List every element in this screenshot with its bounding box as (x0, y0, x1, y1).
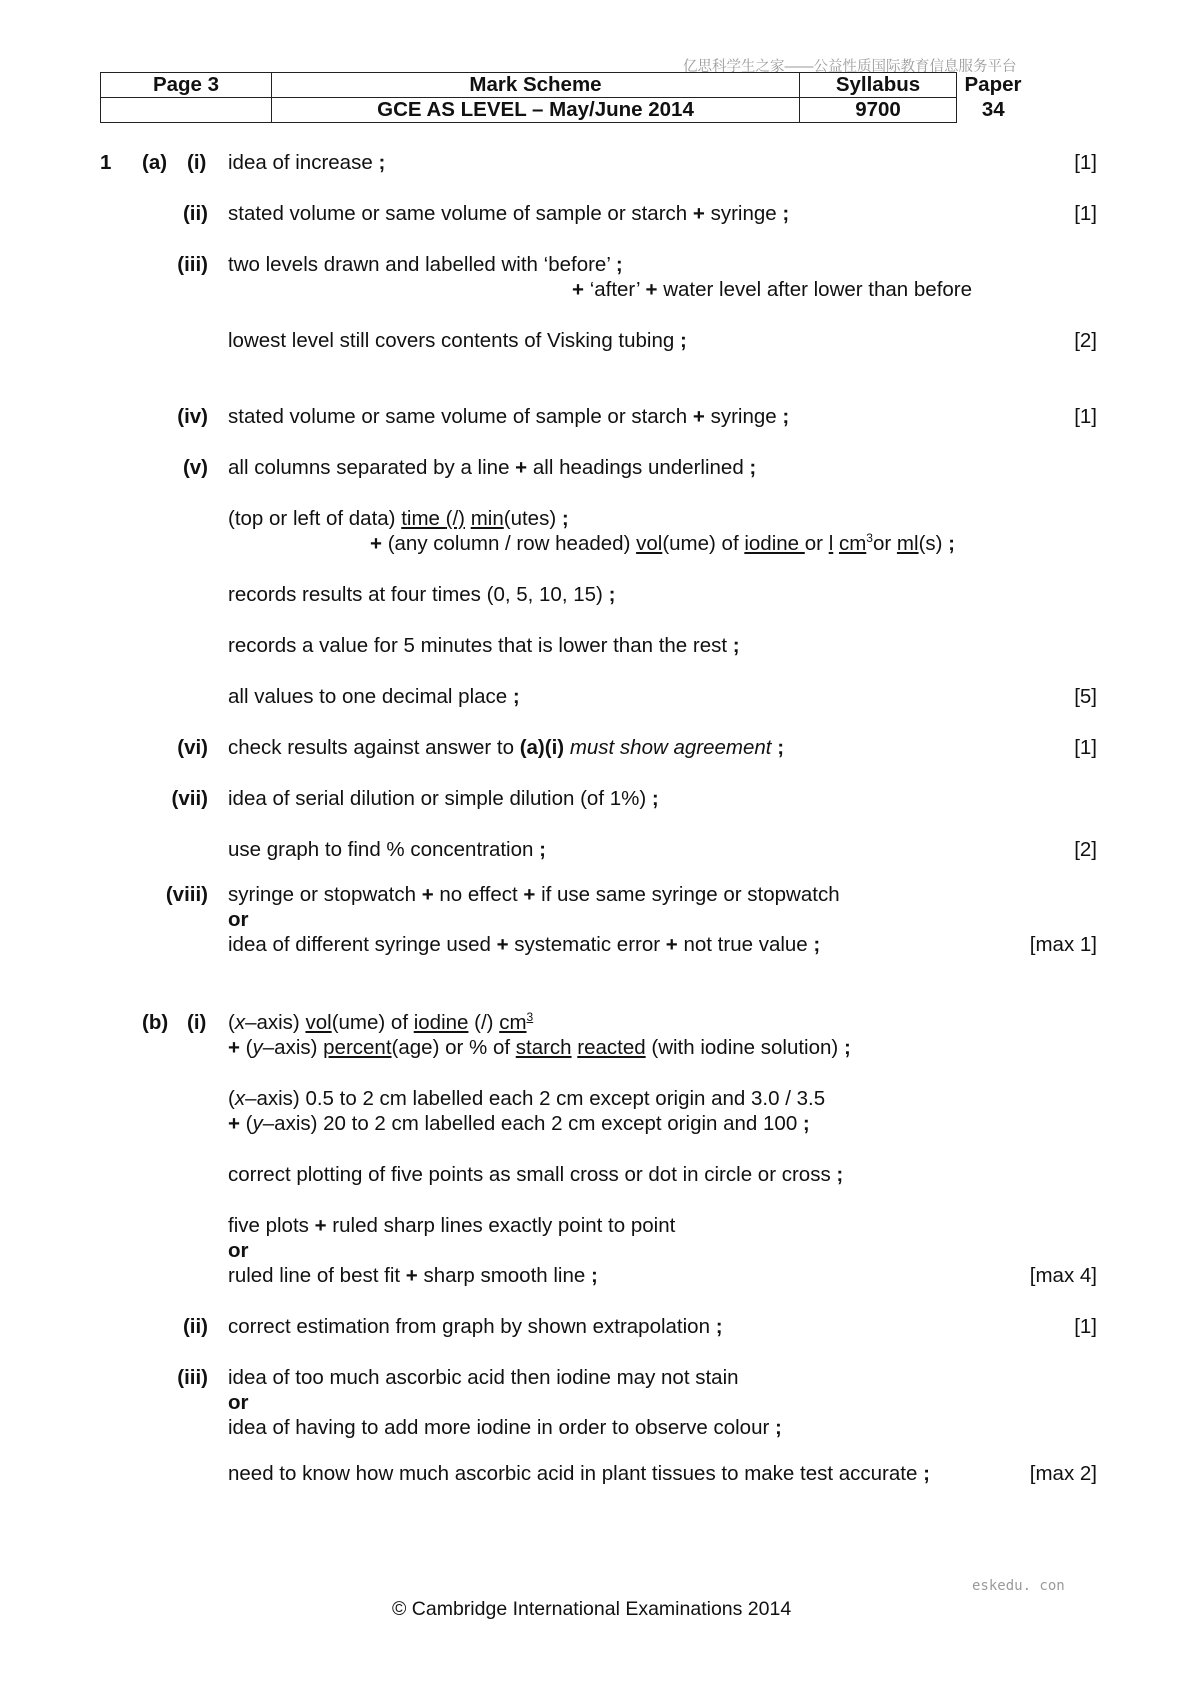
a-iii-line1: two levels drawn and labelled with ‘before’ ; (228, 253, 623, 276)
footer-copyright: © Cambridge International Examinations 2014 (392, 1598, 792, 1620)
b-i-line2: + (y–axis) percent(age) or % of starch reacted (with iodine solution) ; (228, 1036, 851, 1059)
a-v-line6: all values to one decimal place ; (228, 685, 520, 708)
b-i-line4: + (y–axis) 20 to 2 cm labelled each 2 cm except origin and 100 ; (228, 1112, 810, 1135)
header-table (100, 72, 1030, 123)
a-vii-line2: use graph to find % concentration ; (228, 838, 546, 861)
b-i-line7: ruled line of best fit + sharp smooth line ; (228, 1264, 598, 1287)
a-iv-mark: [1] (1074, 405, 1097, 428)
sub-vii-label: (vii) (171, 787, 208, 810)
a-viii-line1: syringe or stopwatch + no effect + if use same syringe or stopwatch (228, 883, 840, 906)
a-iii-line2: + ‘after’ + water level after lower than before (572, 278, 973, 301)
b-iii-mark: [max 2] (1029, 1462, 1097, 1485)
a-i-text: idea of increase ; (228, 151, 386, 174)
a-viii-or: or (228, 908, 249, 931)
b-iii-line2: idea of having to add more iodine in order to observe colour ; (228, 1416, 782, 1439)
a-vii-line1: idea of serial dilution or simple dilution (of 1%) ; (228, 787, 659, 810)
a-v-line5: records a value for 5 minutes that is lower than the rest ; (228, 634, 740, 657)
a-i-mark: [1] (1074, 151, 1097, 174)
b-i-line1: (x–axis) vol(ume) of iodine (/) $cm^3$ (228, 1010, 534, 1034)
b-i-or: or (228, 1239, 249, 1262)
a-v-line3: + (any column / row headed) vol(ume) of iodine or l $cm^3or$ ml(s) ; (370, 531, 955, 555)
a-v-line2: (top or left of data) time (/) min(utes) ; (228, 507, 569, 530)
header-title: Mark Scheme (272, 73, 800, 98)
a-v-line4: records results at four times (0, 5, 10, 15) ; (228, 583, 616, 606)
b-i-line3: (x–axis) 0.5 to 2 cm labelled each 2 cm except origin and 3.0 / 3.5 (228, 1087, 826, 1110)
a-viii-mark: [max 1] (1029, 933, 1097, 956)
watermark-bottom: eskedu. con (972, 1578, 1065, 1594)
b-sub-iii-label: (iii) (177, 1366, 208, 1389)
b-ii-mark: [1] (1074, 1315, 1097, 1338)
a-vi-mark: [1] (1074, 736, 1097, 759)
b-iii-line1: idea of too much ascorbic acid then iodine may not stain (228, 1366, 739, 1389)
b-sub-ii-label: (ii) (182, 1315, 208, 1338)
a-v-line1: all columns separated by a line + all headings underlined ; (228, 456, 757, 479)
a-ii-text: stated volume or same volume of sample or starch + syringe ; (228, 202, 790, 225)
sub-vi-label: (vi) (177, 736, 208, 759)
b-iii-line3: need to know how much ascorbic acid in plant tissues to make test accurate ; (228, 1462, 930, 1485)
sub-iv-label: (iv) (177, 405, 208, 428)
sub-ii-label: (ii) (182, 202, 208, 225)
sub-i-label: (i) (187, 151, 207, 174)
a-iii-mark: [2] (1074, 329, 1097, 352)
header-syllabus-label: Syllabus (800, 73, 957, 98)
watermark-top: 亿思科学生之家——公益性质国际教育信息服务平台 (683, 59, 1017, 75)
a-ii-mark: [1] (1074, 202, 1097, 225)
b-i-line6: five plots + ruled sharp lines exactly point to point (228, 1214, 676, 1237)
header-paper-value: 34 (981, 98, 1005, 121)
a-viii-line2: idea of different syringe used + systematic error + not true value ; (228, 933, 821, 956)
part-a-label: (a) (142, 151, 168, 174)
header-blank (101, 98, 272, 123)
header-page: Page 3 (101, 73, 272, 98)
b-i-mark: [max 4] (1029, 1264, 1097, 1287)
b-ii-text: correct estimation from graph by shown extrapolation ; (228, 1315, 723, 1338)
sub-v-label: (v) (182, 456, 208, 479)
header-paper-label: Paper (964, 73, 1022, 96)
header-syllabus-value: 9700 (800, 98, 957, 123)
a-vi-text: check results against answer to (a)(i) must show agreement ; (228, 736, 785, 759)
b-sub-i-label: (i) (187, 1011, 207, 1034)
a-vii-mark: [2] (1074, 838, 1097, 861)
question-number: 1 (100, 151, 112, 174)
a-iii-line3: lowest level still covers contents of Visking tubing ; (228, 329, 687, 352)
sub-viii-label: (viii) (165, 883, 208, 906)
part-b-label: (b) (142, 1011, 169, 1034)
header-subtitle: GCE AS LEVEL – May/June 2014 (272, 98, 800, 123)
a-iv-text: stated volume or same volume of sample or starch + syringe ; (228, 405, 790, 428)
b-i-line5: correct plotting of five points as small cross or dot in circle or cross ; (228, 1163, 844, 1186)
sub-iii-label: (iii) (177, 253, 208, 276)
a-v-mark: [5] (1074, 685, 1097, 708)
b-iii-or: or (228, 1391, 249, 1414)
